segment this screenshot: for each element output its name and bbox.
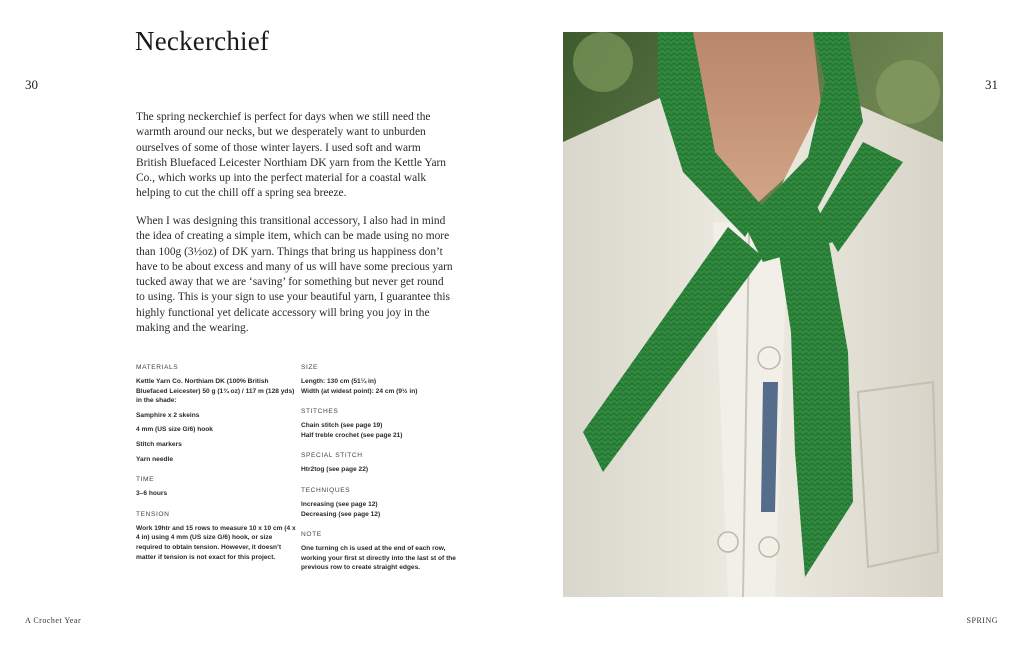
special-stitch-item: Htr2tog (see page 22) [301,466,369,474]
intro-paragraph-2: When I was designing this transitional accessory, I also had in mind the idea of creating a simple item, which can be made using no more than 100g (3½oz) of DK yarn. Things that bring us happiness don’t have to be about excess and many of us will have some precious yarn tucked away that we are ‘saving’ for something but never get round to using. This is your sign to use your beautiful yarn, I guarantee this highly functional yet delicate accessory will bring you joy in the making and the wearing. [136,215,453,335]
time-heading: TIME [136,476,155,484]
neckerchief-illustration [563,32,943,597]
note-section [301,531,461,573]
tension-item: Work 19htr and 15 rows to measure 10 x 10 cm (4 x 4 in) using 4 mm (US size G/6) hook, or size required to obtain tension. However, it doesn’t matter if tension is not exact for this project. [136,524,296,561]
size-item: Width (at widest point): 24 cm (9½ in) [301,387,418,395]
techniques-item: Increasing (see page 12) [301,500,378,508]
materials-item: Samphire x 2 skeins [136,411,200,419]
neckerchief-photo [563,32,943,597]
stitches-heading: STITCHES [301,408,339,416]
pattern-info-left-column [136,364,296,574]
page-number-right: 31 [985,77,998,92]
special-stitch-section [301,452,461,475]
page-title: Neckerchief [135,26,270,56]
materials-heading: MATERIALS [136,364,179,371]
tension-section [136,511,296,562]
special-stitch-heading: SPECIAL STITCH [301,452,363,460]
techniques-section [301,487,461,519]
techniques-heading: TECHNIQUES [301,486,351,494]
footer-section-name: SPRING [966,616,998,625]
intro-paragraph-1: The spring neckerchief is perfect for days when we still need the warmth around our necks, but we desperately want to unburden ourselves of some of those winter layers. I used soft and warm British Bluefaced Leicester Northiam DK yarn from the Kettle Yarn Co., which works up into the perfect material for a coastal walk helping to cut the chill off a spring sea breeze. [136,111,446,200]
time-item: 3–6 hours [136,490,168,498]
pattern-info-right-column [301,364,461,585]
stitches-section [301,408,461,440]
page-number-left: 30 [25,77,38,92]
techniques-item: Decreasing (see page 12) [301,510,381,518]
stitches-item: Half treble crochet (see page 21) [301,431,403,439]
materials-item: Stitch markers [136,440,182,448]
size-heading: SIZE [301,364,319,371]
stitches-item: Chain stitch (see page 19) [301,422,383,430]
note-item: One turning ch is used at the end of each row, working your first st directly into the last st of the previous row to create straight edges. [301,545,456,572]
materials-section [136,364,296,464]
materials-item: Yarn needle [136,455,174,463]
note-heading: NOTE [301,531,322,539]
time-section [136,476,296,499]
size-section [301,364,461,396]
footer-book-title: A Crochet Year [25,616,82,625]
tension-heading: TENSION [136,510,170,518]
materials-item: 4 mm (US size G/6) hook [136,426,213,434]
size-item: Length: 130 cm (51¼ in) [301,378,377,385]
materials-item: Kettle Yarn Co. Northiam DK (100% British Bluefaced Leicester) 50 g (1¾ oz) / 117 m (128 yds) in the shade: [136,378,295,405]
